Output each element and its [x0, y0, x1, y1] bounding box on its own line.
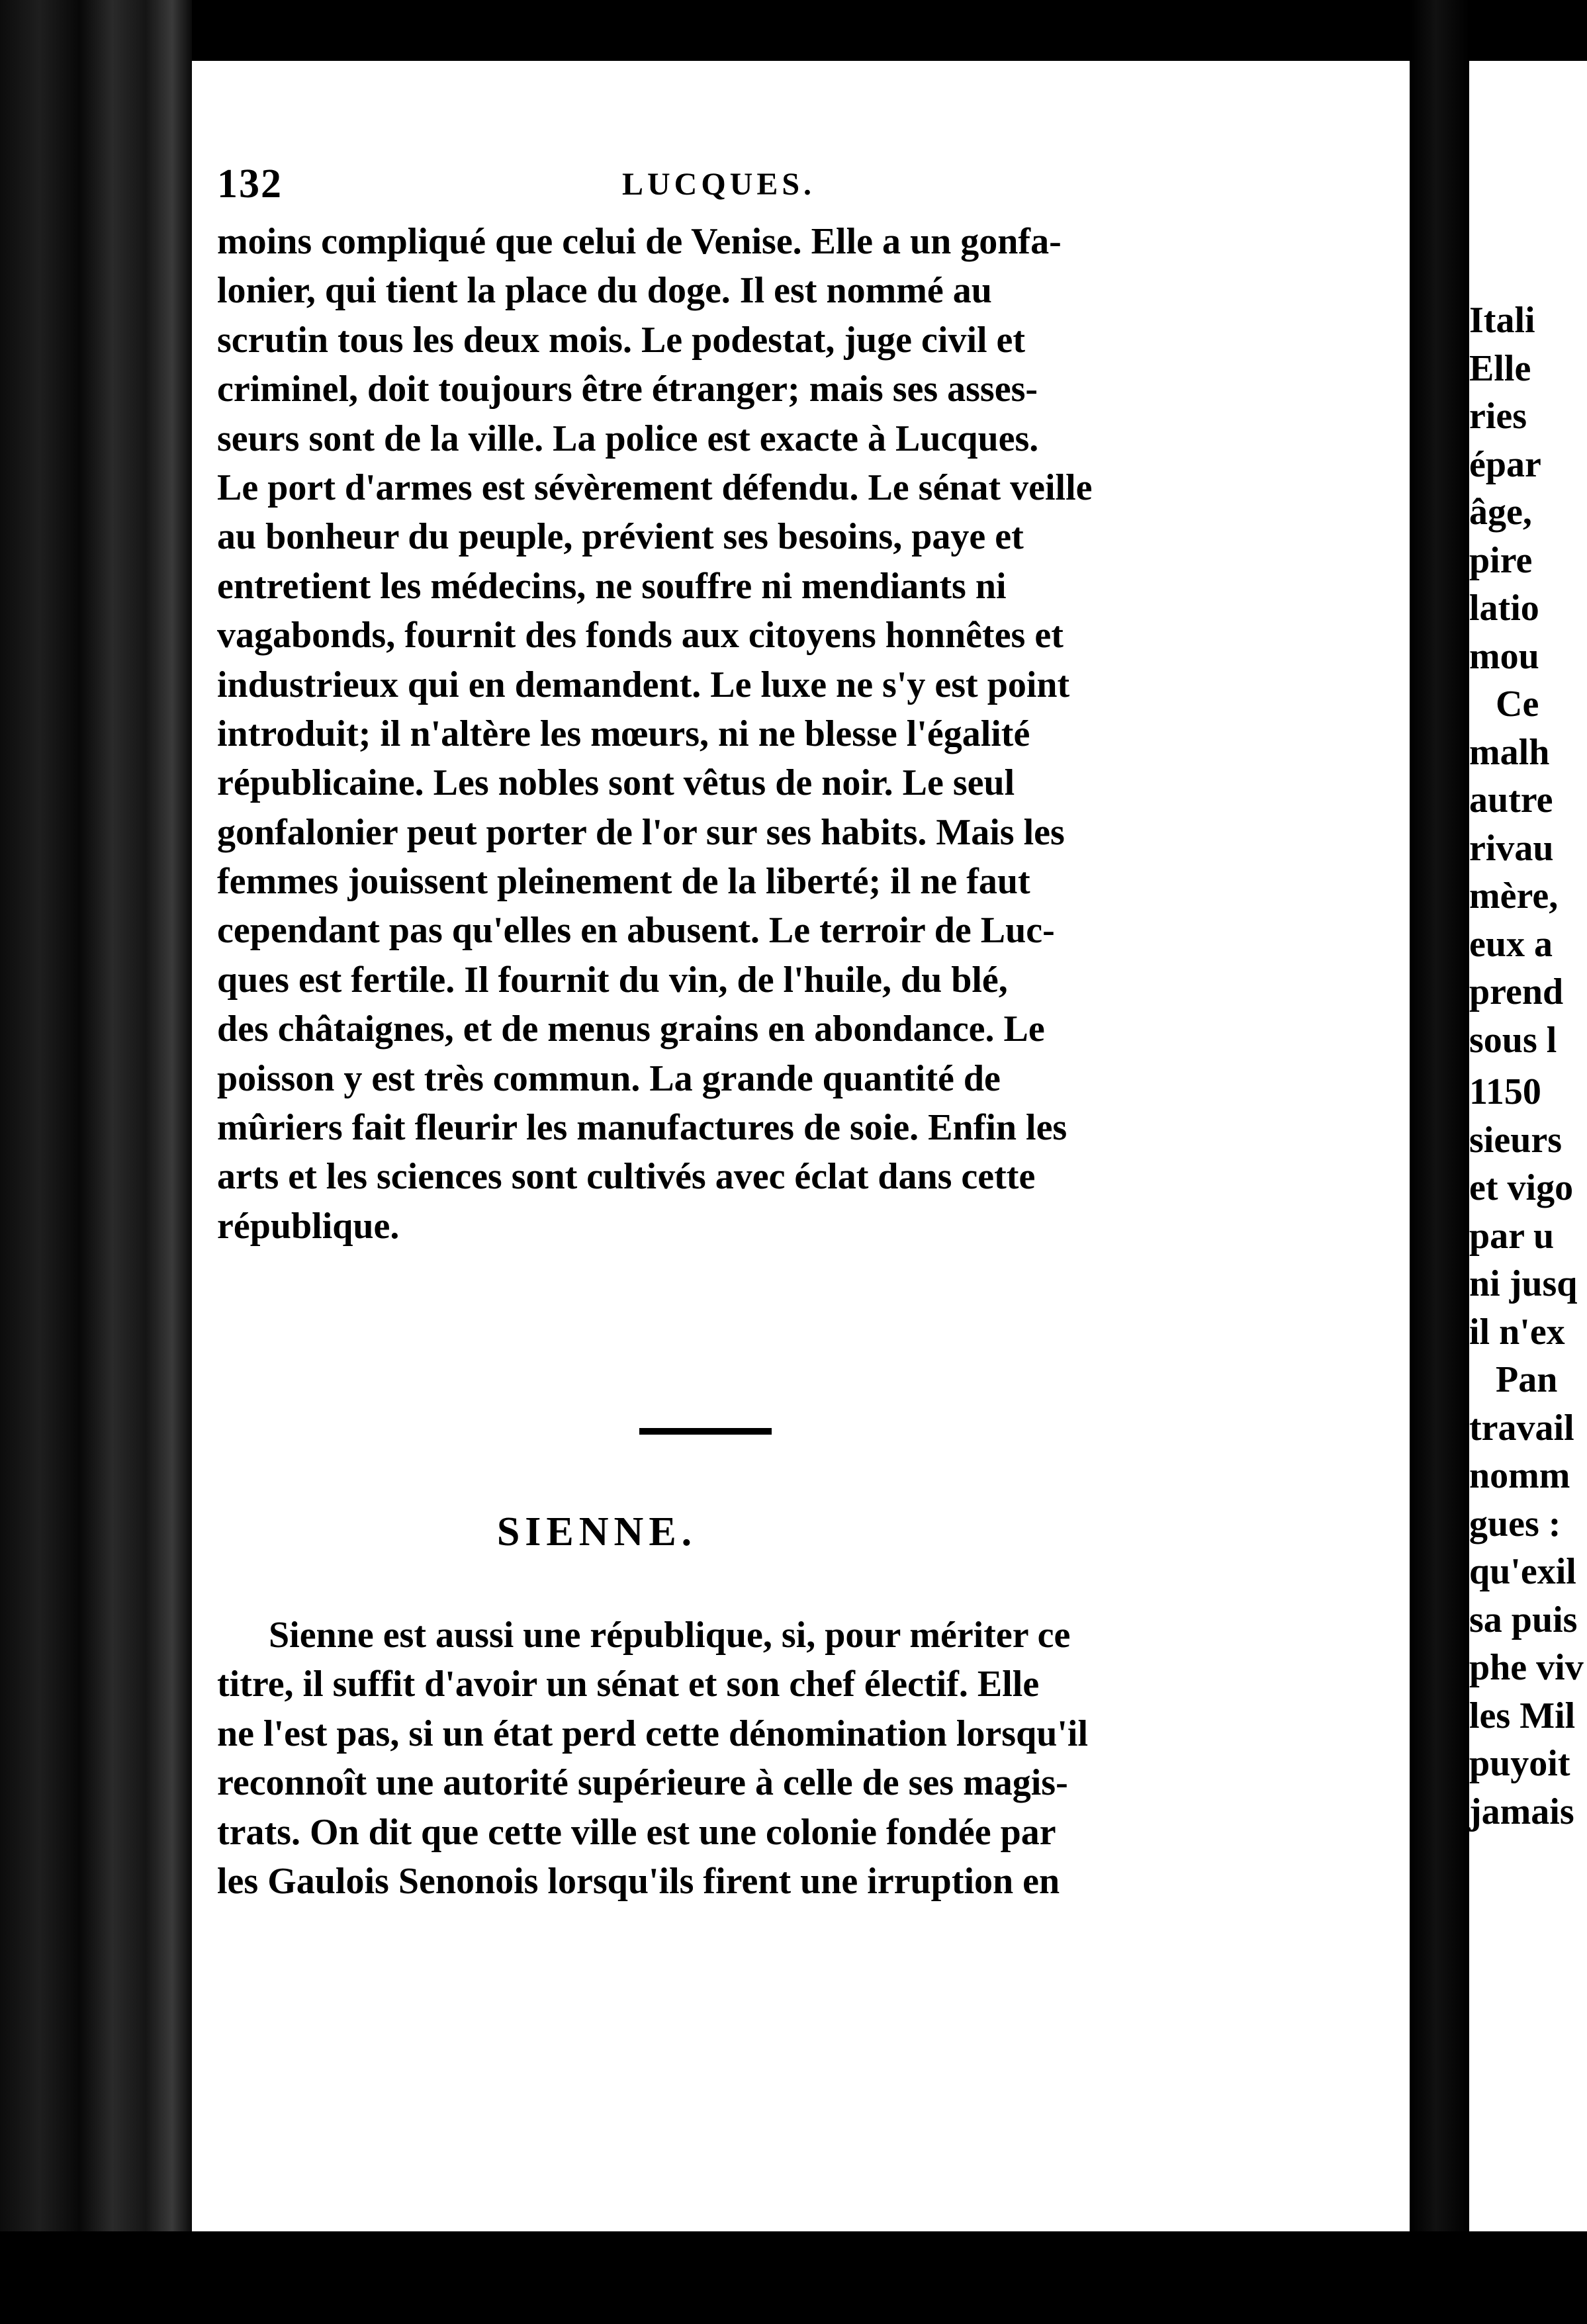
facing-text-line: Elle [1469, 347, 1531, 389]
text-line: introduit; il n'altère les mœurs, ni ne blesse l'égalité [217, 713, 1030, 754]
page-gutter [1410, 0, 1469, 2324]
text-line: seurs sont de la ville. La police est exacte à Lucques. [217, 418, 1039, 459]
scan-border-top [0, 0, 1587, 61]
body-text [217, 217, 1093, 1251]
running-head: LUCQUES. [622, 167, 816, 202]
text-line: gonfalonier peut porter de l'or sur ses habits. Mais les [217, 811, 1065, 853]
section-title: SIENNE. [496, 1509, 698, 1554]
text-line: moins compliqué que celui de Venise. Elle a un gonfa- [217, 221, 1062, 262]
text-line: femmes jouissent pleinement de la liberté; il ne faut [217, 861, 1030, 903]
facing-text-line: phe viv [1469, 1647, 1584, 1688]
book-spine [0, 0, 192, 2324]
text-line: mûriers fait fleurir les manufactures de soie. Enfin les [217, 1107, 1067, 1149]
facing-text-line: il n'ex [1469, 1311, 1565, 1353]
text-line: cependant pas qu'elles en abusent. Le terroir de Luc- [217, 910, 1055, 952]
facing-text-line: puyoit [1469, 1743, 1570, 1784]
text-line: Le port d'armes est sévèrement défendu. Le sénat veille [217, 467, 1093, 508]
facing-text-line: nomm [1469, 1455, 1570, 1496]
scan-border-bottom [0, 2231, 1587, 2324]
facing-text-line: mou [1469, 635, 1539, 677]
text-line: reconnoît une autorité supérieure à celle de ses magis- [217, 1762, 1068, 1804]
facing-page [1469, 61, 1587, 2231]
text-line: république. [217, 1205, 400, 1247]
facing-text-line: mère, [1469, 875, 1559, 916]
text-line: arts et les sciences sont cultivés avec éclat dans cette [217, 1156, 1036, 1198]
text-line: entretient les médecins, ne souffre ni mendiants ni [217, 565, 1007, 607]
facing-text-line: sa puis [1469, 1599, 1578, 1640]
facing-text-line: Pan [1496, 1359, 1558, 1400]
facing-text-line: prend [1469, 971, 1564, 1012]
facing-text-line: ni jusq [1469, 1263, 1578, 1304]
facing-text-line: 1150 [1469, 1071, 1541, 1112]
facing-text-line: par u [1469, 1215, 1555, 1257]
text-line: scrutin tous les deux mois. Le podestat, juge civil et [217, 319, 1026, 361]
facing-text-line: Itali [1469, 300, 1535, 341]
text-line: républicaine. Les nobles sont vêtus de noir. Le seul [217, 762, 1015, 804]
facing-text-line: les Mil [1469, 1695, 1576, 1736]
facing-text-line: et vigo [1469, 1167, 1574, 1208]
text-line: les Gaulois Senonois lorsqu'ils firent une irruption en [217, 1860, 1060, 1902]
text-line: poisson y est très commun. La grande quantité de [217, 1057, 1001, 1099]
facing-text-line: malh [1469, 731, 1550, 773]
facing-text-line: eux a [1469, 923, 1553, 965]
text-line: vagabonds, fournit des fonds aux citoyens honnêtes et [217, 615, 1064, 656]
facing-text-line: gues : [1469, 1503, 1561, 1544]
text-line: criminel, doit toujours être étranger; mais ses asses- [217, 369, 1038, 410]
facing-text-line: âge, [1469, 492, 1532, 533]
facing-text-line: ries [1469, 396, 1527, 437]
facing-text-line: épar [1469, 443, 1541, 485]
text-line: des châtaignes, et de menus grains en abondance. Le [217, 1008, 1045, 1050]
facing-text-line: sous l [1469, 1019, 1557, 1061]
text-line: ne l'est pas, si un état perd cette dénomination lorsqu'il [217, 1713, 1089, 1754]
facing-text-line: pire [1469, 539, 1533, 581]
text-line: au bonheur du peuple, prévient ses besoins, paye et [217, 516, 1024, 558]
text-line: trats. On dit que cette ville est une colonie fondée par [217, 1811, 1056, 1853]
text-line: lonier, qui tient la place du doge. Il est nommé au [217, 270, 992, 312]
page-number: 132 [217, 161, 283, 206]
facing-text-line: rivau [1469, 827, 1554, 869]
text-line: Sienne est aussi une république, si, pour mériter ce [269, 1615, 1071, 1656]
text-line: ques est fertile. Il fournit du vin, de l'huile, du blé, [217, 959, 1008, 1001]
facing-text-line: sieurs [1469, 1119, 1562, 1161]
text-line: industrieux qui en demandent. Le luxe ne s'y est point [217, 664, 1070, 705]
facing-text-line: Ce [1496, 684, 1539, 725]
text-line: titre, il suffit d'avoir un sénat et son chef électif. Elle [217, 1664, 1040, 1705]
facing-text-line: jamais [1469, 1791, 1574, 1832]
facing-text-line: qu'exil [1469, 1551, 1576, 1592]
section-body-text [217, 1611, 1089, 1906]
facing-text-line: autre [1469, 780, 1553, 821]
facing-text-line: travail [1469, 1407, 1574, 1449]
section-divider [639, 1428, 772, 1435]
facing-text-line: latio [1469, 588, 1539, 629]
